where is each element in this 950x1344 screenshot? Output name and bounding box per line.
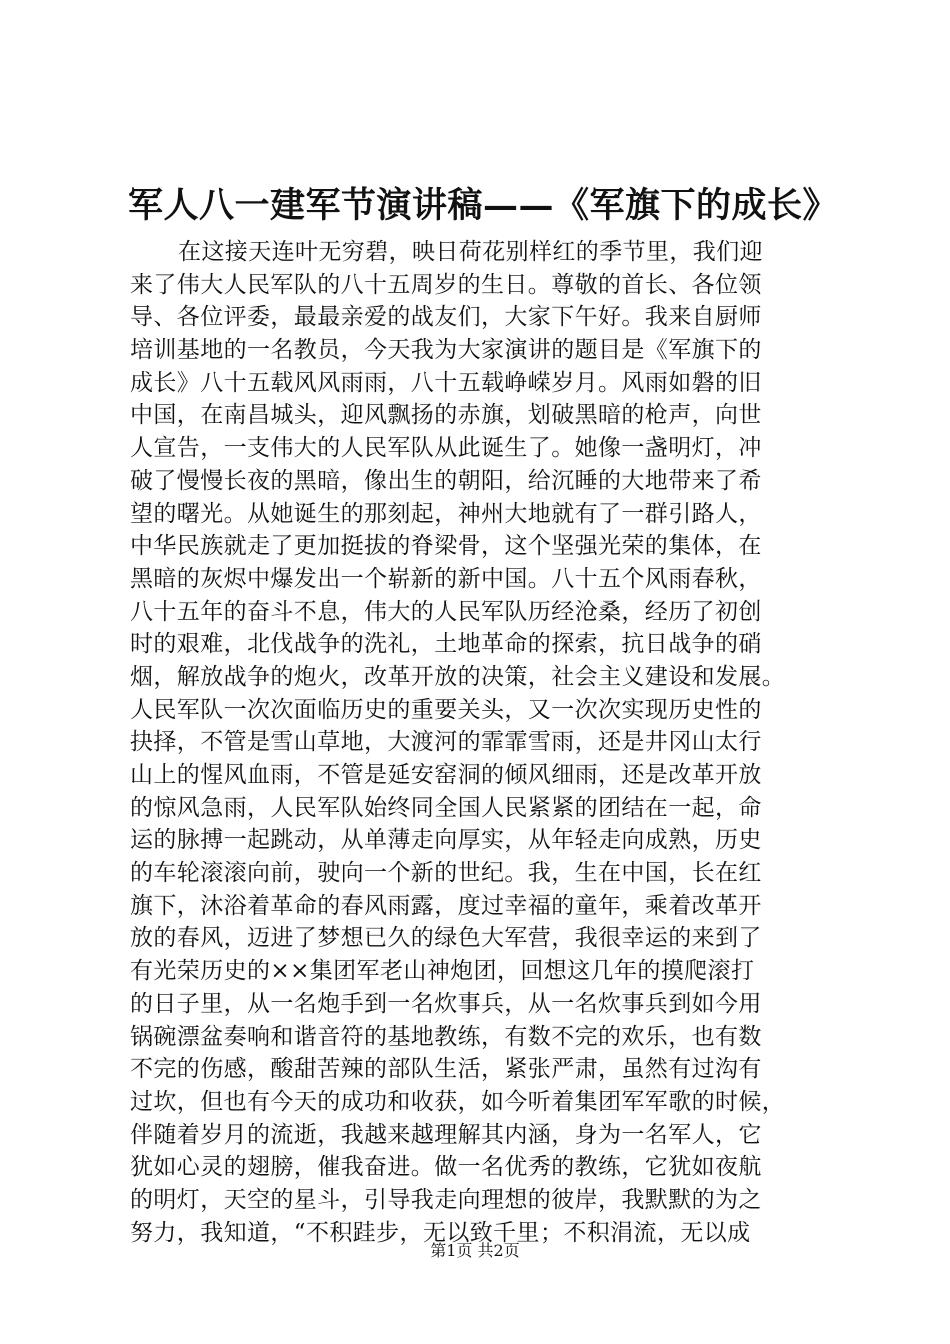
text-line: 的车轮滚滚向前，驶向一个新的世纪。我，生在中国，长在红: [130, 860, 762, 887]
text-line: 烟，解放战争的炮火，改革开放的决策，社会主义建设和发展。: [130, 663, 786, 690]
text-line: 成长》八十五载风风雨雨，八十五载峥嵘岁月。风雨如磐的旧: [130, 369, 762, 396]
text-line: 的明灯，天空的星斗，引导我走向理想的彼岸，我默默的为之: [130, 1186, 762, 1213]
text-line: 山上的惺风血雨，不管是延安窑洞的倾风细雨，还是改革开放: [130, 762, 762, 788]
text-line: 努力，我知道，“不积跬步，无以致千里；不积涓流，无以成: [130, 1219, 751, 1246]
text-line: 在这接天连叶无穷碧，映日荷花别样红的季节里，我们迎: [178, 239, 763, 265]
text-line: 导、各位评委，最最亲爱的战友们，大家下午好。我来自厨师: [130, 304, 762, 331]
text-line: 的惊风急雨，人民军队始终同全国人民紧紧的团结在一起，命: [130, 794, 762, 821]
text-line: 人民军队一次次面临历史的重要关头，又一次次实现历史性的: [130, 696, 762, 723]
text-line: 望的曙光。从她诞生的那刻起，神州大地就有了一群引路人，: [130, 500, 762, 527]
text-line: 破了慢慢长夜的黑暗，像出生的朝阳，给沉睡的大地带来了希: [130, 467, 762, 494]
text-line: 犹如心灵的翅膀，催我奋进。做一名优秀的教练，它犹如夜航: [130, 1154, 762, 1181]
text-line: 旗下，沐浴着革命的春风雨露，度过幸福的童年，乘着改革开: [130, 892, 762, 919]
text-line: 黑暗的灰烬中爆发出一个崭新的新中国。八十五个风雨春秋，: [130, 565, 762, 592]
text-line: 运的脉搏一起跳动，从单薄走向厚实，从年轻走向成熟，历史: [130, 827, 762, 854]
text-line: 过坎，但也有今天的成功和收获，如今听着集团军军歌的时候，: [130, 1088, 786, 1115]
text-line: 的日子里，从一名炮手到一名炊事兵，从一名炊事兵到如今用: [130, 990, 762, 1017]
text-line: 伴随着岁月的流逝，我越来越理解其内涵，身为一名军人，它: [130, 1121, 762, 1148]
text-line: 抉择，不管是雪山草地，大渡河的霏霏雪雨，还是井冈山太行: [130, 729, 762, 756]
text-line: 中国，在南昌城头，迎风飘扬的赤旗，划破黑暗的枪声，向世: [130, 402, 762, 429]
text-line: 培训基地的一名教员，今天我为大家演讲的题目是《军旗下的: [130, 337, 762, 364]
page-number-footer: 第1页 共2页: [430, 1241, 520, 1260]
text-line: 来了伟大人民军队的八十五周岁的生日。尊敬的首长、各位领: [130, 271, 762, 298]
text-line: 有光荣历史的××集团军老山神炮团，回想这几年的摸爬滚打: [130, 958, 755, 985]
page-title: 军人八一建军节演讲稿——《军旗下的成长》: [128, 185, 839, 226]
text-line: 中华民族就走了更加挺拔的脊梁骨，这个坚强光荣的集体，在: [130, 533, 762, 560]
text-line: 放的春风，迈进了梦想已久的绿色大军营，我很幸运的来到了: [130, 925, 762, 952]
text-line: 锅碗漂盆奏响和谐音符的基地教练，有数不完的欢乐，也有数: [130, 1023, 762, 1050]
text-line: 人宣告，一支伟大的人民军队从此诞生了。她像一盏明灯，冲: [130, 435, 762, 462]
text-line: 不完的伤感，酸甜苦辣的部队生活，紧张严肃，虽然有过沟有: [130, 1056, 762, 1083]
text-line: 八十五年的奋斗不息，伟大的人民军队历经沧桑，经历了初创: [130, 598, 762, 625]
text-line: 时的艰难，北伐战争的洗礼，土地革命的探索，抗日战争的硝: [130, 631, 762, 658]
body-paragraph: [130, 236, 835, 1249]
